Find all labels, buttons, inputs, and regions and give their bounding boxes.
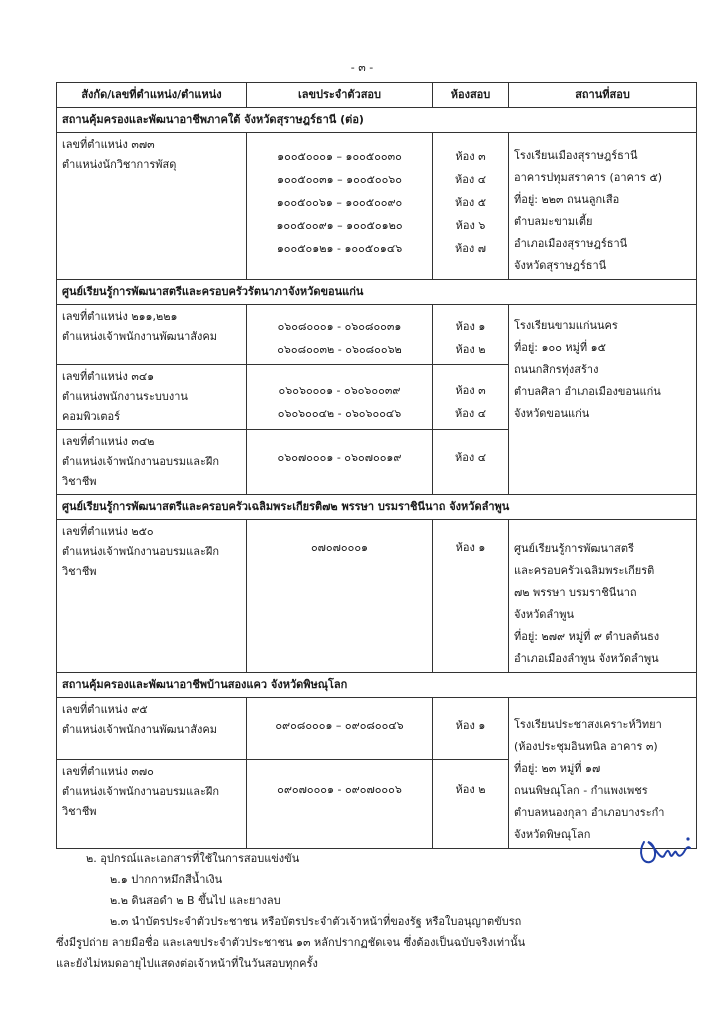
notes-item-continuation: และยังไม่หมดอายุไปแสดงต่อเจ้าหน้าที่ในวันสอบทุกครั้ง (56, 957, 318, 970)
notes-item: ๒.๓ นำบัตรประจำตัวประชาชน หรือบัตรประจำตัวเจ้าหน้าที่ของรัฐ หรือใบอนุญาตขับรถ (110, 915, 522, 928)
exam-id-range: ๐๖๐๖๐๐๔๒ - ๐๖๐๖๐๐๔๖ (277, 407, 402, 420)
section-title: ศูนย์เรียนรู้การพัฒนาสตรีและครอบครัวเฉลิมพระเกียรติ๗๒ พรรษา บรมราชินีนาถ จังหวัดลำพูน (57, 495, 697, 520)
venue-cell (509, 305, 697, 495)
venue-line: ตำบลมะขามเตี้ย (514, 215, 593, 228)
exam-room: ห้อง ๕ (454, 196, 487, 209)
venue-cell (509, 520, 697, 673)
exam-id-range: ๑๐๐๕๐๐๖๑ – ๑๐๐๕๐๐๙๐ (276, 196, 403, 209)
exam-room: ห้อง ๔ (454, 451, 487, 464)
venue-line: ตำบลศิลา อำเภอเมืองขอนแก่น (514, 385, 661, 398)
venue-line: โรงเรียนขามแก่นนคร (514, 319, 618, 332)
venue-line: และครอบครัวเฉลิมพระเกียรติ (514, 564, 655, 577)
exam-id-range: ๐๙๐๘๐๐๐๑ – ๐๙๐๘๐๐๔๖ (275, 719, 404, 732)
exam-room: ห้อง ๓ (455, 150, 486, 163)
room-cell (433, 698, 509, 760)
exam-id-cell (247, 760, 433, 849)
exam-id-range: ๑๐๐๕๐๐๙๑ – ๑๐๐๕๐๑๒๐ (276, 219, 403, 232)
exam-room: ห้อง ๑ (455, 541, 486, 554)
position-title: ตำแหน่งเจ้าพนักงานอบรมและฝึกวิชาชีพ (62, 455, 220, 488)
venue-line: ๗๒ พรรษา บรมราชินีนาถ (514, 586, 637, 599)
section-title: สถานคุ้มครองและพัฒนาอาชีพบ้านสองแคว จังหวัดพิษณุโลก (57, 673, 697, 698)
position-cell (57, 305, 247, 365)
exam-id-cell (247, 365, 433, 430)
section-header-row (57, 108, 697, 133)
position-cell (57, 698, 247, 760)
exam-id-cell (247, 520, 433, 673)
venue-line: ที่อยู่: ๒๓ หมู่ที่ ๑๗ (514, 762, 601, 775)
position-cell (57, 760, 247, 849)
venue-line: ศูนย์เรียนรู้การพัฒนาสตรี (514, 542, 634, 555)
section-header-row (57, 495, 697, 520)
position-title: ตำแหน่งเจ้าพนักงานพัฒนาสังคม (62, 723, 218, 736)
venue-line: อำเภอเมืองลำพูน จังหวัดลำพูน (514, 652, 659, 665)
exam-id-range: ๐๗๐๗๐๐๐๑ (310, 541, 369, 554)
position-number: เลขที่ตำแหน่ง ๓๗๓ (62, 138, 155, 151)
venue-line: จังหวัดลำพูน (514, 608, 575, 621)
position-title: ตำแหน่งนักวิชาการพัสดุ (62, 158, 177, 171)
venue-line: ถนนกสิกรทุ่งสร้าง (514, 363, 599, 376)
venue-line: จังหวัดสุราษฎร์ธานี (514, 259, 607, 272)
notes-item: ๒.๑ ปากกาหมึกสีน้ำเงิน (110, 873, 223, 886)
exam-id-range: ๐๖๐๘๐๐๓๒ - ๐๖๐๘๐๐๖๒ (277, 343, 402, 356)
venue-line: อาคารปทุมสราคาร (อาคาร ๕) (514, 171, 663, 184)
venue-line: ถนนพิษณุโลก - กำแพงเพชร (514, 784, 648, 797)
exam-room: ห้อง ๒ (455, 783, 486, 797)
exam-id-range: ๐๖๐๘๐๐๐๑ - ๐๖๐๘๐๐๓๑ (277, 320, 402, 333)
position-number: เลขที่ตำแหน่ง ๒๕๐ (62, 525, 154, 538)
section-title: สถานคุ้มครองและพัฒนาอาชีพภาคใต้ จังหวัดสุราษฎร์ธานี (ต่อ) (57, 108, 697, 133)
section-header-row (57, 673, 697, 698)
notes-item: ๒.๒ ดินสอดำ ๒ B ขึ้นไป และยางลบ (110, 894, 281, 907)
exam-room: ห้อง ๒ (455, 343, 486, 356)
room-cell (433, 133, 509, 280)
exam-room: ห้อง ๔ (454, 173, 487, 186)
exam-room: ห้อง ๑ (455, 320, 486, 333)
exam-room: ห้อง ๔ (454, 407, 487, 420)
exam-id-range: ๐๖๐๗๐๐๐๑ - ๐๖๐๗๐๐๑๙ (277, 451, 402, 464)
section-title: ศูนย์เรียนรู้การพัฒนาสตรีและครอบครัวรัตนาภาจังหวัดขอนแก่น (57, 280, 697, 305)
notes-heading: ๒. อุปกรณ์และเอกสารที่ใช้ในการสอบแข่งขัน (86, 852, 300, 865)
venue-line: ตำบลหนองกุลา อำเภอบางระกำ (514, 806, 665, 819)
venue-line: โรงเรียนเมืองสุราษฎร์ธานี (514, 149, 638, 162)
exam-id-cell (247, 133, 433, 280)
position-number: เลขที่ตำแหน่ง ๓๔๒ (62, 435, 155, 448)
column-header: สถานที่สอบ (509, 83, 697, 108)
position-cell (57, 365, 247, 430)
venue-line: ที่อยู่: ๒๒๓ ถนนลูกเสือ (514, 193, 620, 206)
table-row (57, 305, 697, 365)
column-header: เลขประจำตัวสอบ (247, 83, 433, 108)
position-number: เลขที่ตำแหน่ง ๓๗๐ (62, 765, 154, 779)
exam-id-cell (247, 698, 433, 760)
column-header: สังกัด/เลขที่ตำแหน่ง/ตำแหน่ง (57, 83, 247, 108)
exam-id-range: ๑๐๐๕๐๐๓๑ – ๑๐๐๕๐๐๖๐ (276, 173, 403, 186)
exam-schedule-table (56, 82, 697, 849)
exam-room: ห้อง ๓ (455, 384, 486, 397)
exam-room: ห้อง ๑ (455, 719, 486, 732)
venue-line: โรงเรียนประชาสงเคราะห์วิทยา (514, 718, 662, 731)
venue-cell (509, 698, 697, 849)
column-header: ห้องสอบ (433, 83, 509, 108)
room-cell (433, 520, 509, 673)
venue-line: จังหวัดพิษณุโลก (514, 828, 591, 841)
room-cell (433, 430, 509, 495)
exam-room: ห้อง ๗ (455, 242, 486, 255)
table-row (57, 520, 697, 673)
exam-id-cell (247, 305, 433, 365)
position-number: เลขที่ตำแหน่ง ๒๑๑,๒๒๑ (62, 310, 178, 323)
exam-room: ห้อง ๖ (455, 219, 486, 232)
venue-line: ที่อยู่: ๑๐๐ หมู่ที่ ๑๕ (514, 341, 606, 354)
position-cell (57, 520, 247, 673)
venue-line: ที่อยู่: ๒๗๙ หมู่ที่ ๙ ตำบลต้นธง (514, 630, 660, 643)
notes-section (56, 848, 696, 974)
venue-line: อำเภอเมืองสุราษฎร์ธานี (514, 237, 628, 250)
venue-line: จังหวัดขอนแก่น (514, 407, 590, 420)
exam-id-range: ๐๖๐๖๐๐๐๑ - ๐๖๐๖๐๐๓๙ (278, 384, 401, 397)
position-cell (57, 133, 247, 280)
room-cell (433, 305, 509, 365)
venue-cell (509, 133, 697, 280)
exam-id-range: ๐๙๐๗๐๐๐๑ - ๐๙๐๗๐๐๐๖ (277, 783, 402, 797)
exam-id-cell (247, 430, 433, 495)
position-title: ตำแหน่งเจ้าพนักงานอบรมและฝึกวิชาชีพ (62, 545, 220, 578)
section-header-row (57, 280, 697, 305)
notes-item-continuation: ซึ่งมีรูปถ่าย ลายมือชื่อ และเลขประจำตัวประชาชน ๑๓ หลักปรากฏชัดเจน ซึ่งต้องเป็นฉบับจริงเท่านั้น (56, 936, 526, 949)
position-title: ตำแหน่งเจ้าพนักงานอบรมและฝึกวิชาชีพ (62, 785, 220, 819)
page-number: - ๓ - (350, 61, 374, 74)
table-header-row (57, 83, 697, 108)
table-row (57, 133, 697, 280)
position-number: เลขที่ตำแหน่ง ๙๕ (62, 703, 148, 716)
position-title: ตำแหน่งพนักงานระบบงานคอมพิวเตอร์ (62, 390, 188, 423)
exam-id-range: ๑๐๐๕๐๑๒๑ - ๑๐๐๕๐๑๔๖ (276, 242, 403, 255)
room-cell (433, 760, 509, 849)
room-cell (433, 365, 509, 430)
venue-line: (ห้องประชุมอินทนิล อาคาร ๓) (514, 740, 658, 753)
position-number: เลขที่ตำแหน่ง ๓๔๑ (62, 370, 155, 383)
table-row (57, 698, 697, 760)
position-title: ตำแหน่งเจ้าพนักงานพัฒนาสังคม (62, 330, 218, 343)
position-cell (57, 430, 247, 495)
exam-id-range: ๑๐๐๕๐๐๐๑ – ๑๐๐๕๐๐๓๐ (277, 150, 402, 163)
